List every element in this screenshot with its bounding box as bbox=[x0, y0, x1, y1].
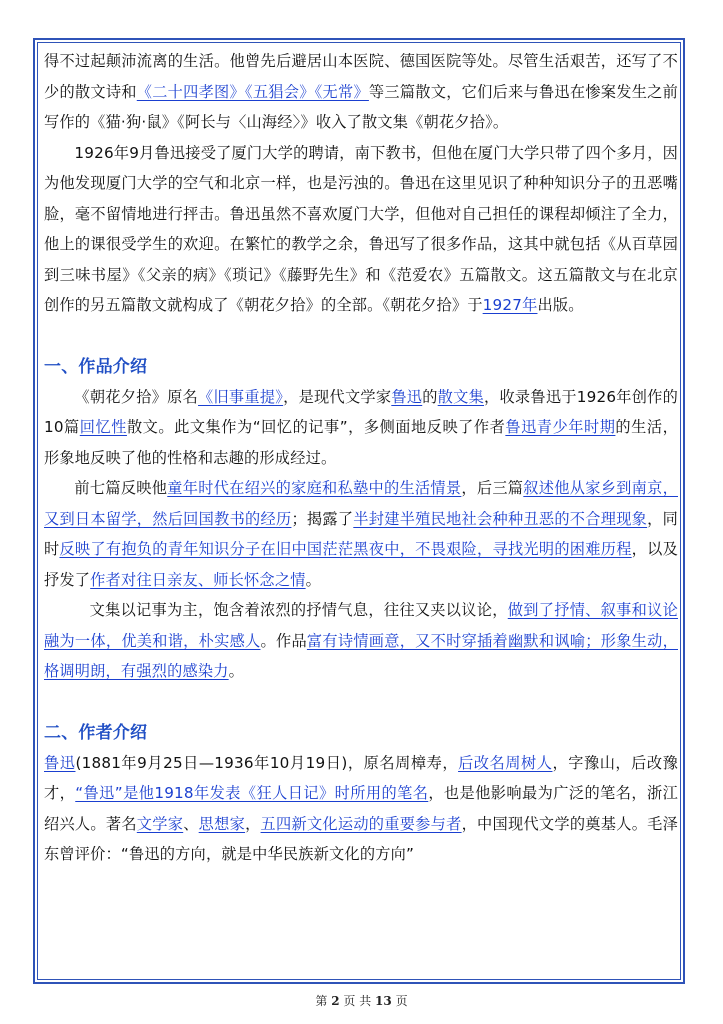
text: 。 bbox=[305, 570, 321, 589]
text: ，也是他影响最为广泛的笔名，浙江绍兴人。著名 bbox=[44, 784, 678, 833]
link-luxun-name[interactable]: 鲁迅 bbox=[44, 753, 76, 772]
link-original-title[interactable]: 《旧事重提》 bbox=[198, 387, 284, 406]
text: ，中国现代文学的奠基人。毛泽东曾评价：“鲁迅的方向，就是中华民族新文化的方向” bbox=[44, 814, 679, 863]
link-style-poetic[interactable]: 富有诗情画意，又不时穿插着幽默和讽喻；形象生动，格调明朗，有强烈的感染力 bbox=[44, 631, 678, 680]
text: 的生活，形象地反映了他的性格和志趣的形成经过。 bbox=[44, 418, 678, 467]
link-thinker[interactable]: 思想家 bbox=[198, 814, 246, 833]
paragraph-work-intro bbox=[44, 382, 678, 474]
link-experience[interactable]: 叙述他从家乡到南京，又到日本留学，然后回国教书的经历 bbox=[44, 479, 678, 528]
section-heading-author: 二、作者介绍 bbox=[44, 722, 148, 743]
link-nostalgia[interactable]: 作者对往日亲友、师长怀念之情 bbox=[90, 570, 306, 589]
link-youth-struggle[interactable]: 反映了有抱负的青年知识分子在旧中国茫茫黑夜中，不畏艰险，寻找光明的困难历程 bbox=[59, 540, 632, 558]
link-1927[interactable]: 1927年 bbox=[482, 296, 538, 314]
text: ， bbox=[245, 814, 261, 833]
page-footer bbox=[0, 992, 723, 1009]
text: 《朝花夕拾》原名 bbox=[74, 387, 199, 406]
link-style-fusion[interactable]: 做到了抒情、叙事和议论融为一体，优美和谐，朴实感人 bbox=[44, 601, 679, 650]
text: 散文。此文集作为“回忆的记事”，多侧面地反映了作者 bbox=[126, 418, 506, 436]
footer-text: 第 bbox=[315, 994, 332, 1008]
link-reminiscence[interactable]: 回忆性 bbox=[79, 418, 127, 436]
text: 文集以记事为主，饱含着浓烈的抒情气息，往往又夹以议论， bbox=[89, 601, 508, 619]
document-body bbox=[44, 46, 678, 870]
link-society[interactable]: 半封建半殖民地社会种种丑恶的不合理现象 bbox=[353, 509, 648, 528]
link-writer[interactable]: 文学家 bbox=[136, 814, 184, 833]
text: 的 bbox=[422, 387, 438, 406]
text: 、 bbox=[183, 814, 199, 833]
text: ，字豫山，后改豫才， bbox=[44, 753, 679, 802]
text: ，同时 bbox=[44, 509, 678, 558]
paragraph-xiamen bbox=[44, 138, 678, 321]
link-pen-name[interactable]: “鲁迅”是他1918年发表《狂人日记》时所用的笔名 bbox=[75, 784, 429, 802]
paragraph-content-summary bbox=[44, 473, 678, 595]
paragraph-style bbox=[44, 595, 678, 687]
section-heading-work: 一、作品介绍 bbox=[44, 356, 148, 377]
text: 1926年9月鲁迅接受了厦门大学的聘请，南下教书，但他在厦门大学只带了四个多月，因为他发现厦门大学的空气和北京一样，也是污浊的。鲁迅在这里见识了种种知识分子的丑恶嘴脸，毫不留情地进行抨击。鲁迅虽然不喜欢厦门大学，但他对自己担任的课程却倾注了全力，他上的课很受学生的欢迎。在繁忙的教学之余，鲁迅写了很多作品，这其中就包括《从百草园到三味书屋》《父亲的病》《琐记》《藤野先生》和《范爱农》五篇散文。这五篇散文与在北京创作的另五篇散文就构成了《朝花夕拾》的全部。《朝花夕拾》于 bbox=[44, 143, 678, 314]
text: 等三篇散文，它们后来与鲁迅在惨案发生之前写作的《猫·狗·鼠》《阿长与〈山海经〉》收入了散文集《朝花夕拾》。 bbox=[44, 82, 679, 131]
link-may-fourth[interactable]: 五四新文化运动的重要参与者 bbox=[260, 814, 462, 833]
link-luxun[interactable]: 鲁迅 bbox=[391, 387, 423, 406]
text: (1881年9月25日—1936年10月19日)，原名周樟寿， bbox=[75, 753, 459, 772]
text: ，收录鲁迅于1926年创作的10篇 bbox=[44, 387, 678, 436]
link-youth[interactable]: 鲁迅青少年时期 bbox=[505, 418, 616, 436]
text: ，以及抒发了 bbox=[44, 540, 678, 589]
link-essays[interactable]: 《二十四孝图》《五猖会》《无常》 bbox=[136, 82, 369, 101]
page-number: 2 bbox=[331, 994, 340, 1008]
text: 。作品 bbox=[260, 631, 307, 650]
text: 。 bbox=[228, 662, 245, 680]
footer-text: 页 bbox=[391, 994, 408, 1008]
link-renamed[interactable]: 后改名周树人 bbox=[458, 753, 553, 772]
link-prose-collection[interactable]: 散文集 bbox=[437, 387, 485, 406]
text: ，是现代文学家 bbox=[283, 387, 392, 406]
page-total: 13 bbox=[375, 994, 392, 1008]
spacer bbox=[44, 687, 678, 718]
paragraph-author bbox=[44, 748, 678, 870]
text: 得不过起颠沛流离的生活。他曾先后避居山本医院、德国医院等处。尽管生活艰苦，还写了不少的散文诗和 bbox=[44, 52, 678, 101]
link-childhood[interactable]: 童年时代在绍兴的家庭和私塾中的生活情景 bbox=[167, 479, 462, 497]
text: 出版。 bbox=[537, 296, 584, 314]
text: ；揭露了 bbox=[291, 509, 354, 528]
paragraph-continuation bbox=[44, 46, 678, 138]
spacer bbox=[44, 321, 678, 352]
footer-text: 页 共 bbox=[339, 994, 376, 1008]
text: ，后三篇 bbox=[461, 479, 524, 497]
text: 前七篇反映他 bbox=[74, 479, 168, 497]
